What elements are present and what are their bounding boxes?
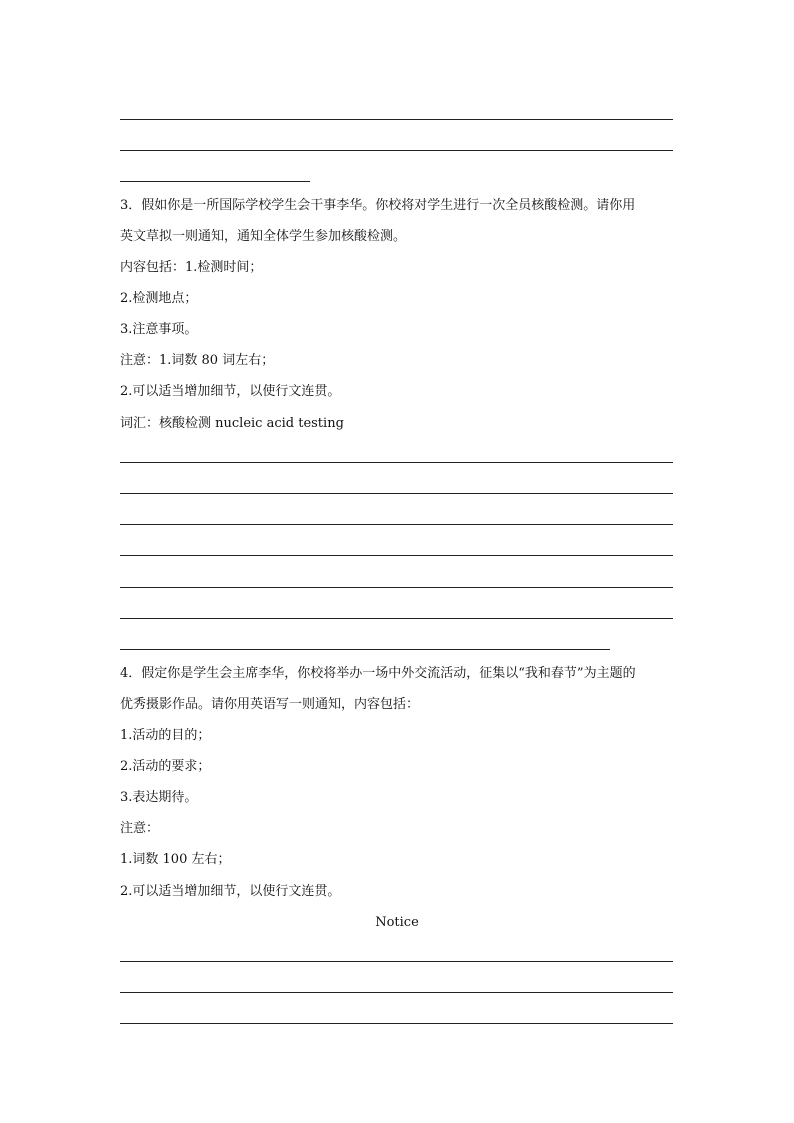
question-4-content-line: 2.活动的要求； [120,759,211,774]
answer-line [120,462,673,463]
answer-line [120,119,673,120]
answer-line [120,961,673,962]
question-3-content-line: 2.检测地点； [120,291,198,306]
question-4-content-line: 1.活动的目的； [120,728,211,743]
question-4-note-line: 2.可以适当增加细节，以使行文连贯。 [120,884,341,899]
question-3-vocabulary-line: 词汇：核酸检测 nucleic acid testing [120,416,344,431]
question-3-content-line: 内容包括：1.检测时间； [120,260,263,275]
question-3-prompt-line-1: 3．假如你是一所国际学校学生会干事李华。你校将对学生进行一次全员核酸检测。请你用 [120,198,636,213]
question-3-content-line: 3.注意事项。 [120,322,198,337]
answer-line [120,587,673,588]
question-3-note-line: 注意：1.词数 80 词左右； [120,353,275,368]
answer-line-short [120,181,310,182]
answer-line [120,555,673,556]
answer-line [120,150,673,151]
question-4-prompt-line-2: 优秀摄影作品。请你用英语写一则通知，内容包括： [120,697,420,712]
question-4-content-line: 3.表达期待。 [120,790,198,805]
answer-line [120,618,673,619]
question-4-prompt-line-1: 4．假定你是学生会主席李华，你校将举办一场中外交流活动，征集以“我和春节”为主题的 [120,666,636,681]
answer-line-short [120,649,610,650]
answer-line [120,493,673,494]
question-3-note-line: 2.可以适当增加细节，以使行文连贯。 [120,384,341,399]
question-4-note-line: 1.词数 100 左右； [120,852,231,867]
notice-title: Notice [375,915,419,930]
question-3-prompt-line-2: 英文草拟一则通知，通知全体学生参加核酸检测。 [120,229,407,244]
answer-line [120,992,673,993]
question-4-note-heading: 注意： [120,821,160,836]
answer-line [120,524,673,525]
answer-line [120,1023,673,1024]
